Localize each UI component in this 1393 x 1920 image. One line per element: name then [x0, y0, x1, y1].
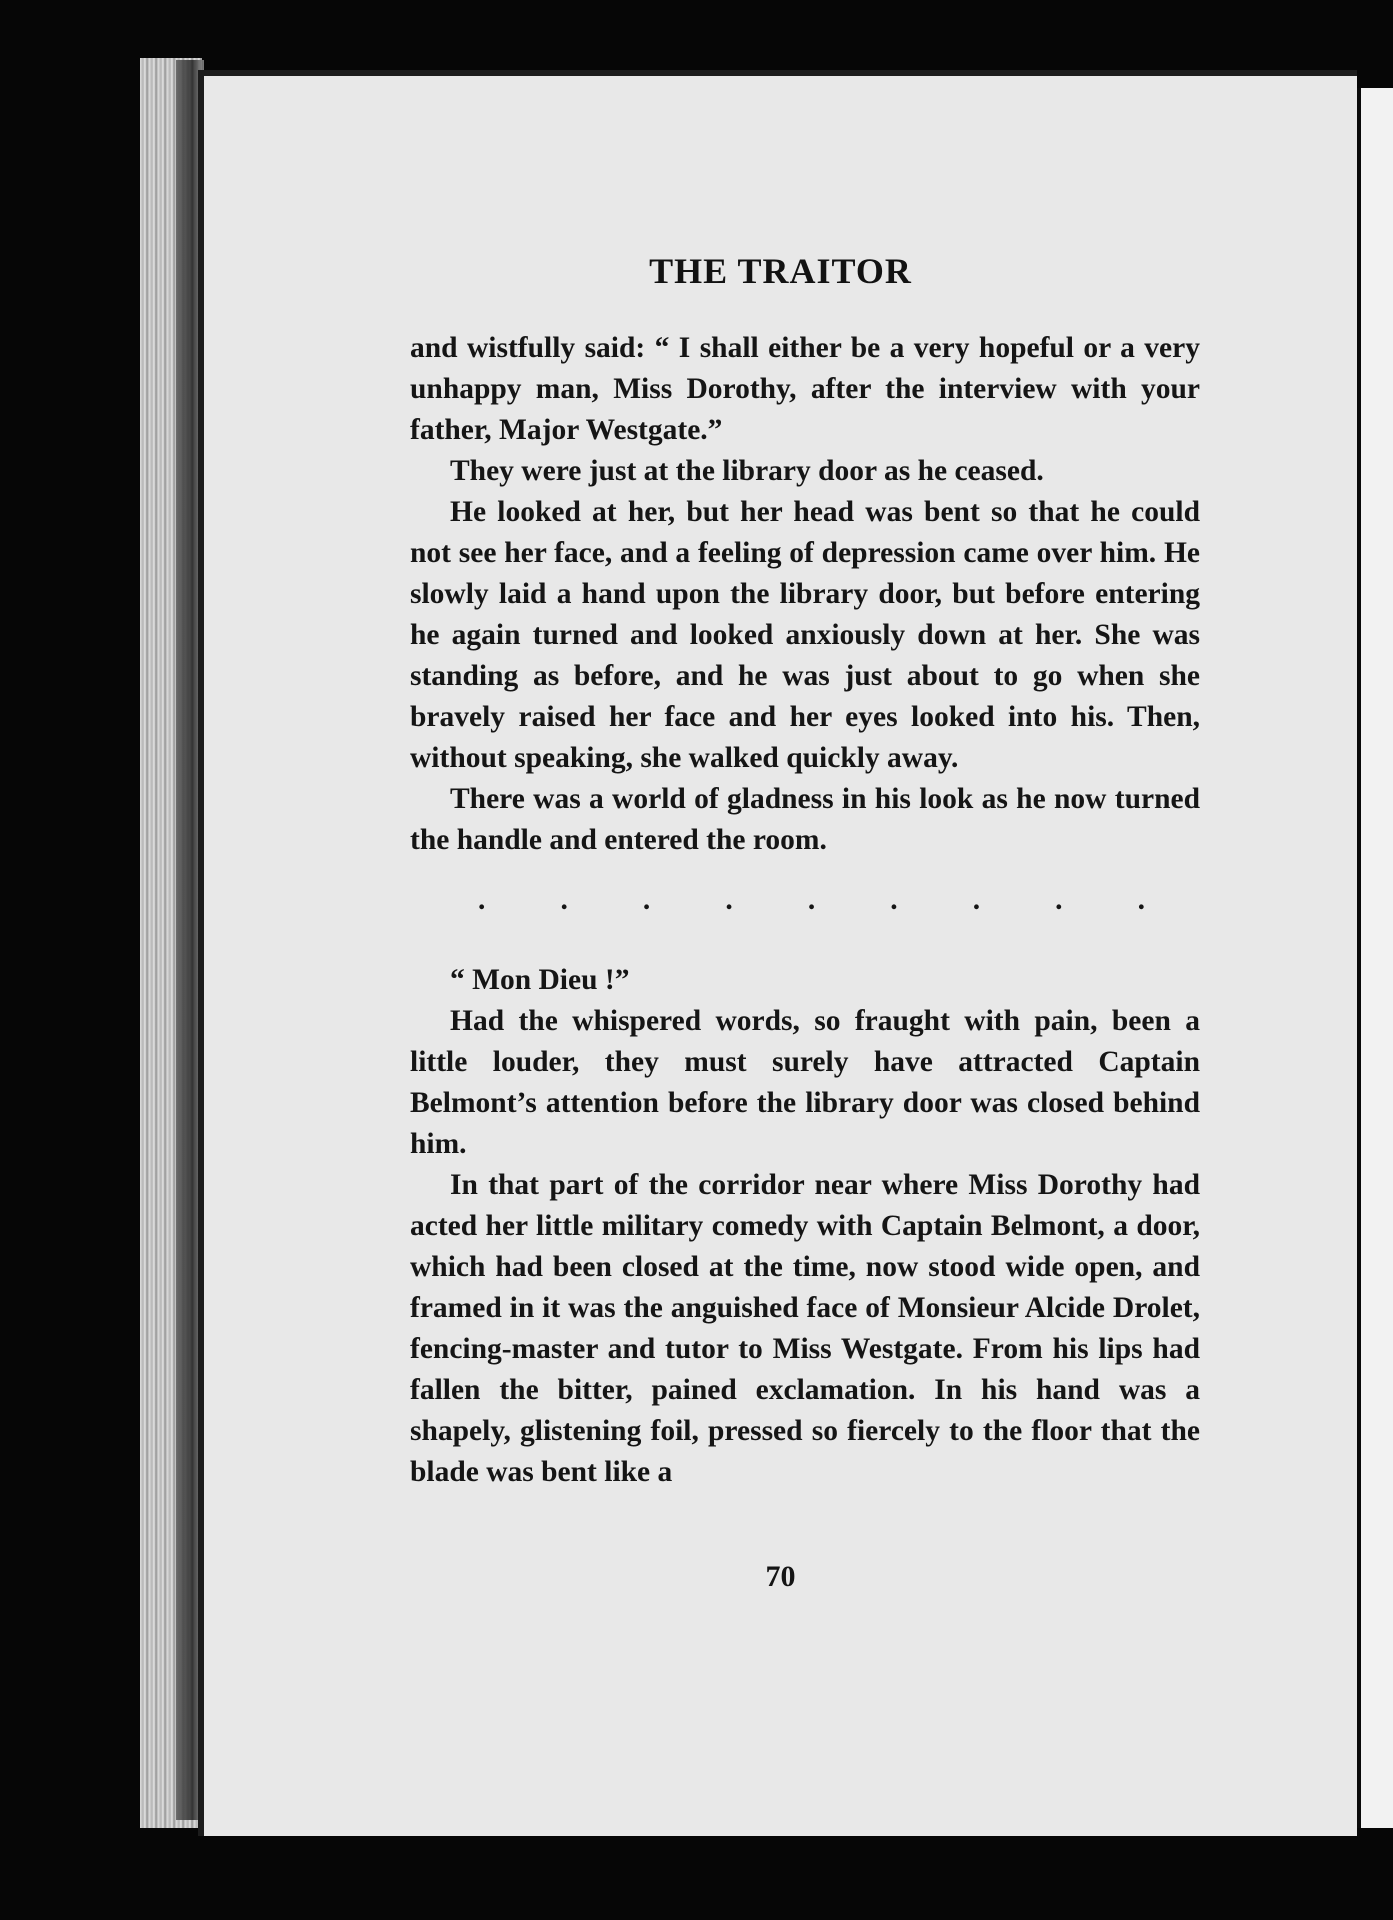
section-separator — [410, 880, 1200, 921]
separator-dot: . — [560, 884, 568, 916]
separator-dot: . — [972, 884, 981, 916]
separator-dot: . — [807, 884, 816, 916]
running-header: THE TRAITOR — [649, 251, 912, 291]
separator-dot: . — [890, 884, 898, 916]
facing-page-edge — [1357, 88, 1393, 1828]
separator-dot: . — [478, 884, 486, 916]
separator-dot: . — [642, 884, 651, 916]
body-text — [410, 328, 1200, 1493]
paragraph-7: In that part of the corridor near where Miss Dorothy had acted her little military comedy with Captain Belmont, a door, which had been closed at the time, now stood wide open, and framed in it was the anguished face of Monsieur Alcide Drolet, fencing-master and tutor to Miss Westgate. From his lips had fallen the bitter, pained exclamation. In his hand was a shapely, glistening foil, pressed so fiercely to the floor that the blade was bent like a — [410, 1169, 1200, 1488]
page-number: 70 — [765, 1560, 796, 1593]
separator-dot: . — [1055, 884, 1063, 916]
paragraph-5: “ Mon Dieu !” — [450, 964, 630, 996]
paragraph-3: He looked at her, but her head was bent so that he could not see her face, and a feeling of depression came over him. He slowly laid a hand upon the library door, but before entering he again turned and looked anxiously down at her. She was standing as before, and he was just about to go when she bravely raised her face and her eyes looked into his. Then, without speaking, she walked quickly away. — [410, 496, 1200, 774]
paragraph-4: There was a world of gladness in his look as he now turned the handle and entered the room. — [410, 783, 1200, 856]
separator-dot: . — [725, 884, 733, 916]
paragraph-2: They were just at the library door as he ceased. — [450, 455, 1044, 487]
book-page — [198, 70, 1357, 1836]
separator-dot: . — [1137, 884, 1145, 916]
paragraph-6: Had the whispered words, so fraught with pain, been a little louder, they must surely have attracted Captain Belmont’s attention before the library door was closed behind him. — [410, 1005, 1200, 1160]
paragraph-1: and wistfully said: “ I shall either be a very hopeful or a very unhappy man, Miss Dorothy, after the interview with your father, Major Westgate.” — [410, 332, 1200, 446]
